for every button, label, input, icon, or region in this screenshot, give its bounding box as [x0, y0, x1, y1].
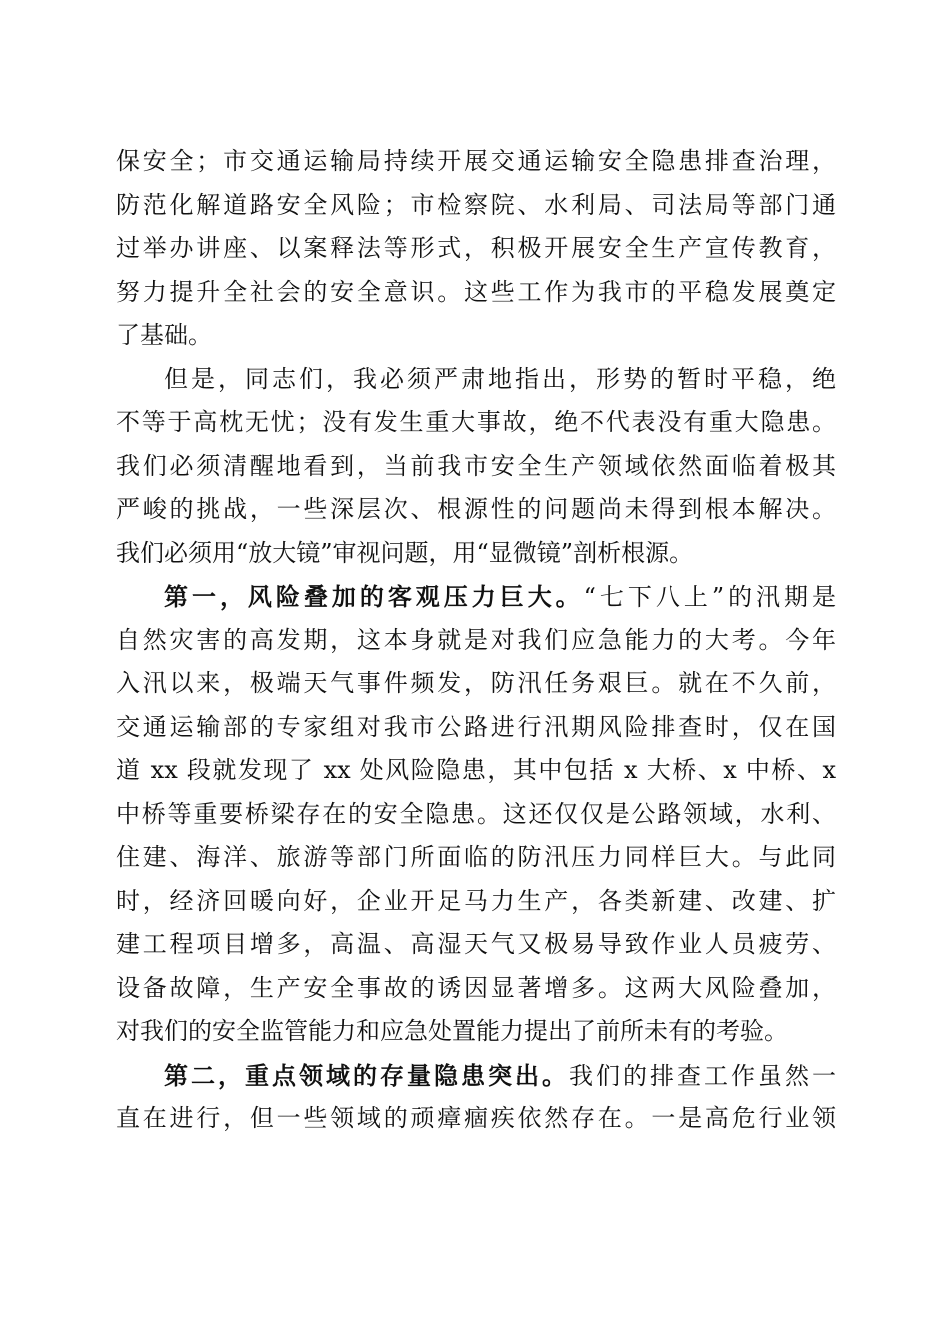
text-line: 交通运输部的专家组对我市公路进行汛期风险排查时，仅在国	[116, 712, 836, 741]
text-line: 严峻的挑战，一些深层次、根源性的问题尚未得到根本解决。	[116, 495, 836, 523]
text-line: 设备故障，生产安全事故的诱因显著增多。这两大风险叠加，	[116, 973, 836, 1002]
text-line: 我们必须清醒地看到，当前我市安全生产领域依然面临着极其	[116, 451, 836, 480]
text-line: 过举办讲座、以案释法等形式，积极开展安全生产宣传教育，	[116, 234, 836, 262]
document-body	[116, 140, 836, 1141]
paragraph-3-heading: 第一，风险叠加的客观压力巨大。	[164, 582, 584, 611]
paragraph-4-heading: 第二，重点领域的存量隐患突出。	[164, 1060, 569, 1090]
paragraph-4-first-line-text: 我们的排查工作虽然一	[569, 1061, 836, 1090]
text-line: 对我们的安全监管能力和应急处置能力提出了前所未有的考验。	[116, 1017, 788, 1045]
text-line: 道 xx 段就发现了 xx 处风险隐患，其中包括 x 大桥、x 中桥、x	[116, 756, 836, 784]
text-line: 中桥等重要桥梁存在的安全隐患。这还仅仅是公路领域，水利、	[116, 799, 836, 828]
text-line: 防范化解道路安全风险；市检察院、水利局、司法局等部门通	[116, 190, 836, 219]
text-line: 住建、海洋、旅游等部门所面临的防汛压力同样巨大。与此同	[116, 843, 836, 871]
paragraph-1	[116, 140, 836, 358]
paragraph-2	[116, 358, 836, 576]
text-line: 入汛以来，极端天气事件频发，防汛任务艰巨。就在不久前，	[116, 669, 836, 697]
text-line: 直在进行，但一些领域的顽瘴痼疾依然存在。一是高危行业领	[116, 1104, 836, 1132]
paragraph-3-first-line	[116, 575, 836, 619]
text-line: 我们必须用“放大镜”审视问题，用“显微镜”剖析根源。	[116, 538, 694, 567]
text-line: 但是，同志们，我必须严肃地指出，形势的暂时平稳，绝	[164, 364, 836, 393]
text-line: 了基础。	[116, 321, 212, 349]
paragraph-3-first-line-text: “七下八上”的汛期是	[583, 583, 836, 611]
paragraph-4	[116, 1054, 836, 1141]
text-line: 自然灾害的高发期，这本身就是对我们应急能力的大考。今年	[116, 625, 836, 654]
text-line: 保安全；市交通运输局持续开展交通运输安全隐患排查治理，	[116, 147, 836, 175]
text-line: 时，经济回暖向好，企业开足马力生产，各类新建、改建、扩	[116, 886, 836, 915]
paragraph-4-first-line	[116, 1054, 836, 1098]
text-line: 努力提升全社会的安全意识。这些工作为我市的平稳发展奠定	[116, 277, 836, 306]
text-line: 建工程项目增多，高温、高湿天气又极易导致作业人员疲劳、	[116, 930, 836, 958]
text-line: 不等于高枕无忧；没有发生重大事故，绝不代表没有重大隐患。	[116, 408, 836, 436]
paragraph-3	[116, 575, 836, 1054]
